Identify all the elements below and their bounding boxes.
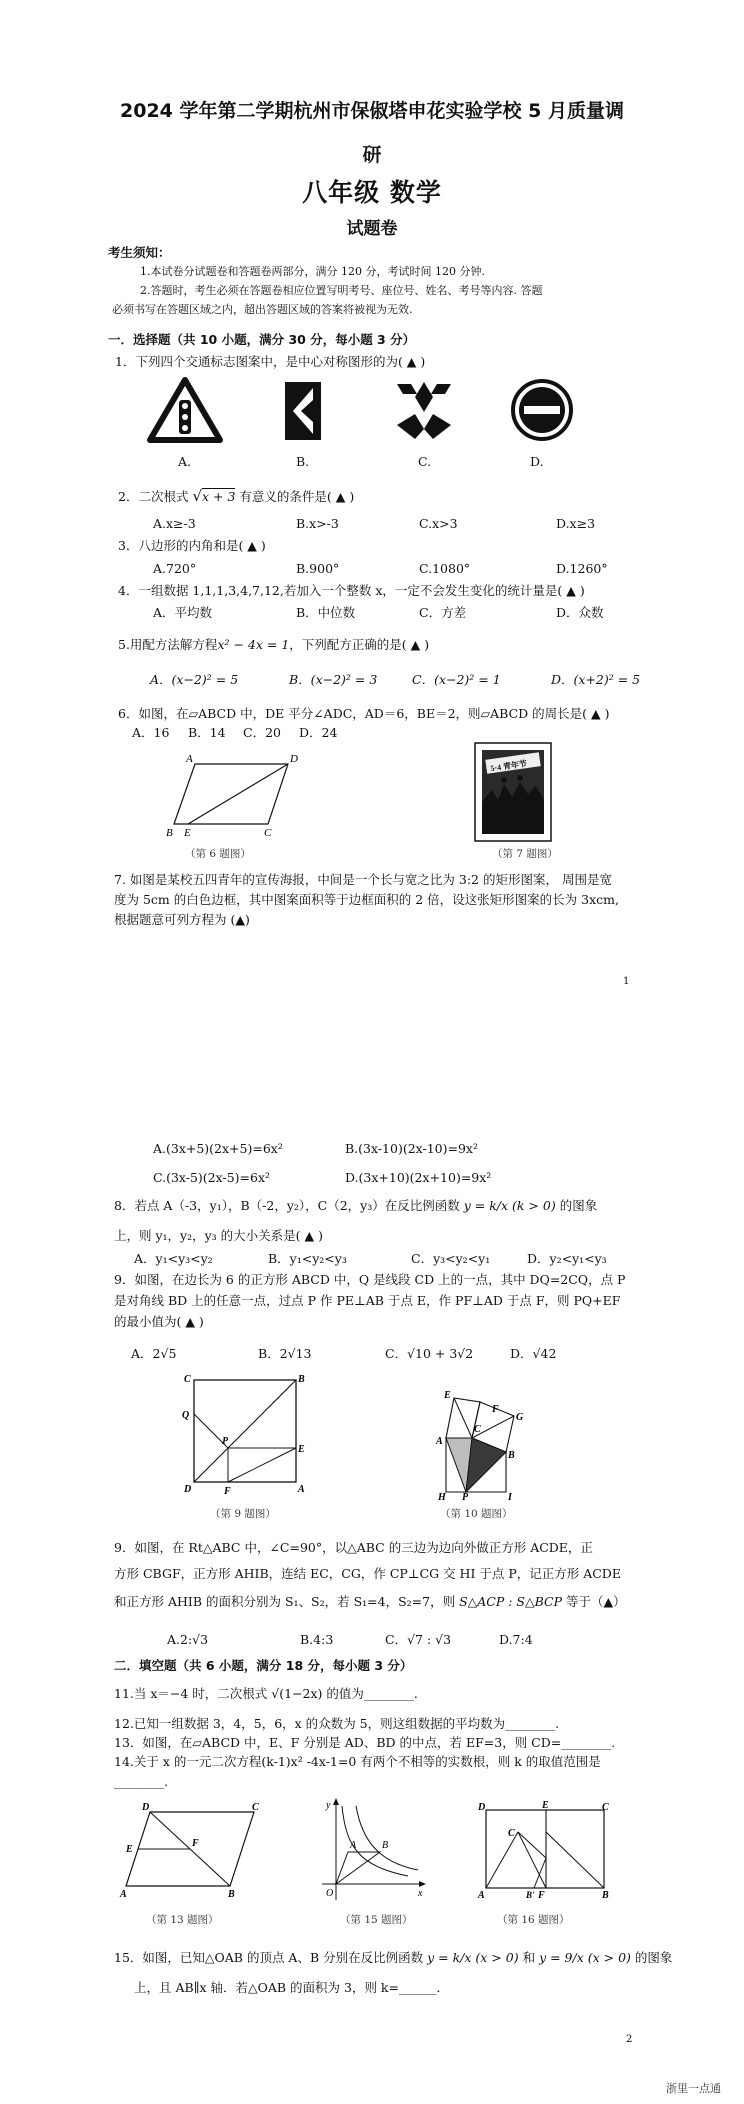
q7-line1: 7. 如图是某校五四青年的宣传海报，中间是一个长与宽之比为 3:2 的矩形图案， 周围是宽: [114, 872, 612, 887]
q10-ratio: S△ACP : S△BCP: [459, 1594, 562, 1609]
q2-option-c: C.x>3: [419, 516, 458, 531]
q5-stem-a: 5.用配方法解方程: [118, 637, 218, 652]
q3-stem: 3．八边形的内角和是( ▲ ): [118, 538, 266, 553]
section1-heading: 一．选择题（共 10 小题，满分 30 分，每小题 3 分）: [108, 332, 416, 347]
label-b-prime: B': [526, 1890, 535, 1900]
q3-option-d: D.1260°: [556, 561, 608, 576]
poster-title: 5·4 青年节: [489, 759, 528, 774]
q4-option-b: B．中位数: [296, 605, 356, 620]
paper-title-line2: 研: [362, 144, 382, 166]
warning-sign-icon: [148, 376, 223, 444]
q8-line1: [114, 1196, 597, 1215]
q15-function2: y = 9/x (x > 0): [539, 1950, 631, 1965]
figure-16-rectangle: [474, 1802, 614, 1902]
q8-option-a: A．y₁<y₃<y₂: [134, 1251, 213, 1266]
q9-option-b: B．2√13: [258, 1346, 312, 1361]
figure-15-graph: [318, 1796, 428, 1904]
segment-c-mid: [518, 1832, 546, 1858]
watermark: 浙里一点通: [666, 2082, 721, 2095]
x-axis-arrow-icon: [419, 1881, 426, 1887]
segment-ac: [486, 1832, 518, 1888]
label-e: E: [298, 1444, 305, 1455]
label-c: C: [264, 827, 272, 839]
q8-line1a: 8．若点 A（-3，y₁），B（-2，y₂），C（2，y₃）在反比例函数: [114, 1198, 460, 1213]
label-a: A: [186, 753, 193, 765]
label-p: P: [462, 1492, 469, 1503]
q10-line3a: 和正方形 AHIB 的面积分别为 S₁、S₂，若 S₁=4，S₂=7，则: [114, 1594, 456, 1609]
figure-9-square: [180, 1372, 310, 1502]
q7-option-a: A.(3x+5)(2x+5)=6x²: [153, 1141, 283, 1156]
label-a: A: [436, 1436, 443, 1447]
label-h: H: [438, 1492, 446, 1503]
q5-option-c: C．(x−2)² = 1: [412, 672, 501, 687]
label-c: C: [252, 1802, 259, 1813]
triangle-oab: [336, 1852, 380, 1884]
label-a: A: [298, 1484, 305, 1495]
curve-9-over-x: [356, 1806, 418, 1870]
q10-option-b: B.4:3: [300, 1632, 334, 1647]
figure-7-poster: [474, 742, 552, 842]
q4-option-d: D．众数: [556, 605, 604, 620]
q10-line3: [114, 1592, 626, 1611]
fig6-caption: （第 6 题图）: [185, 848, 251, 860]
label-c: C: [474, 1424, 481, 1435]
q2-option-b: B.x>-3: [296, 516, 339, 531]
q15-and: 和: [522, 1950, 536, 1965]
label-x: x: [418, 1888, 423, 1899]
q9-line1: 9．如图，在边长为 6 的正方形 ABCD 中，Q 是线段 CD 上的一点，其中 DQ=2CQ，点 P: [114, 1272, 626, 1287]
fig13-caption: （第 13 题图）: [146, 1914, 219, 1926]
notes-item2b: 必须书写在答题区域之内，超出答题区域的答案将被视为无效.: [112, 303, 413, 316]
q15-function1: y = k/x (x > 0): [427, 1950, 519, 1965]
q5-option-a: A．(x−2)² = 5: [150, 672, 239, 687]
q3-option-c: C.1080°: [419, 561, 471, 576]
y-axis-arrow-icon: [333, 1798, 339, 1805]
q2-stem: [118, 487, 354, 506]
q13: 13．如图，在▱ABCD 中，E、F 分别是 AD、BD 的中点，若 EF=3，则 CD=________.: [114, 1735, 616, 1750]
mitsubishi-logo-icon: [395, 380, 453, 440]
label-p: P: [222, 1436, 229, 1447]
q5-equation: x² − 4x = 1: [217, 637, 290, 652]
q12: 12.已知一组数据 3，4，5，6，x 的众数为 5，则这组数据的平均数为________.: [114, 1716, 560, 1731]
q6-option-b: B．14: [188, 725, 226, 740]
label-a: A: [120, 1889, 127, 1900]
label-b: B: [166, 827, 173, 839]
q5-stem-b: ，下列配方正确的是( ▲ ): [289, 637, 430, 652]
label-d: D: [478, 1802, 486, 1813]
q7-line2: 度为 5cm 的白色边框，其中图案面积等于边框面积的 2 倍，设这张矩形图案的长为 3xcm,: [114, 892, 619, 907]
label-y: y: [326, 1800, 331, 1811]
q2-option-d: D.x≥3: [556, 516, 596, 531]
segment-ec: [454, 1398, 472, 1438]
notes-item2a: 2.答题时，考生必须在答题卷相应位置写明考号、座位号、姓名、考号等内容. 答题: [140, 284, 543, 297]
q8-line2: 上，则 y₁，y₂，y₃ 的大小关系是( ▲ ): [114, 1228, 323, 1243]
q1-option-c: C.: [418, 454, 432, 469]
subject-title: 八年级 数学: [302, 178, 442, 207]
q15-line1a: 15．如图，已知△OAB 的顶点 A、B 分别在反比例函数: [114, 1950, 424, 1965]
triangle-bcp: [466, 1438, 506, 1492]
q7-option-c: C.(3x-5)(2x-5)=6x²: [153, 1170, 271, 1185]
q14a: 14.关于 x 的一元二次方程(k-1)x² -4x-1=0 有两个不相等的实数根，则 k 的取值范围是: [114, 1754, 601, 1769]
q1-option-d: D.: [530, 454, 544, 469]
figure-6-parallelogram: [160, 752, 310, 840]
q3-option-a: A.720°: [153, 561, 197, 576]
q15-line2: 上，且 AB∥x 轴．若△OAB 的面积为 3，则 k=______．: [134, 1980, 449, 1995]
q2-option-a: A.x≥-3: [153, 516, 196, 531]
fig7-caption: （第 7 题图）: [492, 848, 558, 860]
q14b: ________.: [114, 1774, 168, 1789]
q2-stem-a: 2．二次根式: [118, 489, 189, 504]
chevron-sign-icon: [283, 380, 323, 442]
q4-option-a: A．平均数: [153, 605, 213, 620]
label-e: E: [542, 1800, 549, 1811]
label-d: D: [142, 1802, 150, 1813]
q1-stem: 1．下列四个交通标志图案中，是中心对称图形的为( ▲ ): [115, 354, 426, 369]
label-d: D: [290, 753, 298, 765]
q8-function: y = k/x (k > 0): [463, 1198, 556, 1213]
label-f: F: [192, 1838, 199, 1849]
label-a: A: [350, 1840, 357, 1851]
fig16-caption: （第 16 题图）: [497, 1914, 570, 1926]
q5-option-b: B．(x−2)² = 3: [289, 672, 378, 687]
q11: 11.当 x＝−4 时，二次根式 √(1−2x) 的值为________.: [114, 1686, 418, 1701]
label-f: F: [224, 1486, 231, 1497]
segment-diag: [546, 1832, 604, 1888]
q7-line3: 根据题意可列方程为 (▲): [114, 912, 250, 927]
q9-line3: 的最小值为( ▲ ): [114, 1314, 204, 1329]
label-c-inner: C: [508, 1828, 515, 1839]
label-o: O: [326, 1888, 334, 1899]
q8-option-d: D．y₂<y₁<y₃: [527, 1251, 607, 1266]
q4-stem: 4．一组数据 1,1,1,3,4,7,12,若加入一个整数 x，一定不会发生变化的统计量是( ▲ ): [118, 583, 585, 598]
segment-c-bprime: [518, 1832, 546, 1888]
q10-option-d: D.7:4: [499, 1632, 533, 1647]
fig9-caption: （第 9 题图）: [210, 1508, 276, 1520]
label-b: B: [382, 1840, 389, 1851]
fig15-caption: （第 15 题图）: [340, 1914, 413, 1926]
q5-option-d: D．(x+2)² = 5: [551, 672, 641, 687]
q10-line2: 方形 CBGF，正方形 AHIB，连结 EC，CG，作 CP⊥CG 交 HI 于点 P，记正方形 ACDE: [114, 1566, 621, 1581]
paper-type: 试题卷: [346, 219, 398, 239]
notes-item1: 1.本试卷分试题卷和答题卷两部分，满分 120 分，考试时间 120 分钟.: [140, 265, 485, 278]
label-e: E: [126, 1844, 133, 1855]
label-b: B: [602, 1890, 609, 1901]
q9-option-c: C．√10 + 3√2: [385, 1346, 474, 1361]
q2-stem-b: 有意义的条件是( ▲ ): [239, 489, 355, 504]
q15-line1: [114, 1948, 672, 1967]
q6-stem: 6．如图，在▱ABCD 中，DE 平分∠ADC，AD＝6，BE＝2，则▱ABCD 的周长是( ▲ ): [118, 706, 610, 721]
figure-13-parallelogram: [118, 1800, 258, 1898]
radical-sign: √: [192, 487, 202, 505]
q8-line1b: 的图象: [559, 1198, 598, 1213]
q7-option-b: B.(3x-10)(2x-10)=9x²: [345, 1141, 478, 1156]
label-b: B: [228, 1889, 235, 1900]
label-f: F: [538, 1890, 545, 1901]
q8-option-b: B．y₁<y₂<y₃: [268, 1251, 347, 1266]
q9-line2: 是对角线 BD 上的任意一点，过点 P 作 PE⊥AB 于点 E，作 PF⊥AD 于点 F，则 PQ+EF: [114, 1293, 621, 1308]
no-entry-sign-icon: [510, 378, 574, 442]
segment-ef: [228, 1448, 296, 1482]
label-c: C: [184, 1374, 191, 1385]
rectangle-abcd: [486, 1810, 604, 1888]
label-f: F: [492, 1404, 499, 1415]
diagonal-bd: [194, 1380, 296, 1482]
label-i: I: [508, 1492, 512, 1503]
q1-option-b: B.: [296, 454, 310, 469]
q9-option-d: D．√42: [510, 1346, 557, 1361]
figure-10-squares: [410, 1378, 540, 1502]
segment-de: [188, 764, 288, 824]
paper-title-line1: 2024 学年第二学期杭州市保俶塔申花实验学校 5 月质量调: [120, 100, 624, 122]
q5-stem: [118, 635, 429, 654]
q10-line1: 9．如图，在 Rt△ABC 中，∠C=90°，以△ABC 的三边为边向外做正方形 ACDE，正: [114, 1540, 593, 1555]
q10-option-a: A.2:√3: [167, 1632, 209, 1647]
page-number-1: 1: [623, 976, 630, 987]
label-b: B: [298, 1374, 305, 1385]
q10-option-c: C．√7 : √3: [385, 1632, 452, 1647]
fig10-caption: （第 10 题图）: [440, 1508, 513, 1520]
q15-line1b: 的图象: [634, 1950, 673, 1965]
label-q: Q: [182, 1410, 190, 1421]
q3-option-b: B.900°: [296, 561, 340, 576]
q6-option-c: C．20: [243, 725, 281, 740]
section2-heading: 二．填空题（共 6 小题，满分 18 分，每小题 3 分）: [114, 1658, 413, 1673]
label-b: B: [508, 1450, 515, 1461]
parallelogram-abcd: [174, 764, 288, 824]
label-g: G: [516, 1412, 524, 1423]
q9-option-a: A．2√5: [131, 1346, 177, 1361]
q1-option-a: A.: [178, 454, 192, 469]
q2-radicand: x + 3: [202, 489, 236, 504]
label-e: E: [444, 1390, 451, 1401]
q4-option-c: C．方差: [419, 605, 467, 620]
page-number-2: 2: [626, 2034, 633, 2045]
q6-option-a: A．16: [132, 725, 170, 740]
label-d: D: [184, 1484, 192, 1495]
q10-line3b: 等于（▲）: [565, 1594, 626, 1609]
q7-option-d: D.(3x+10)(2x+10)=9x²: [345, 1170, 492, 1185]
label-c: C: [602, 1802, 609, 1813]
label-e: E: [184, 827, 191, 839]
q6-option-d: D．24: [299, 725, 338, 740]
notes-heading: 考生须知：: [108, 245, 171, 260]
label-a: A: [478, 1890, 485, 1901]
q8-option-c: C．y₃<y₂<y₁: [411, 1251, 491, 1266]
